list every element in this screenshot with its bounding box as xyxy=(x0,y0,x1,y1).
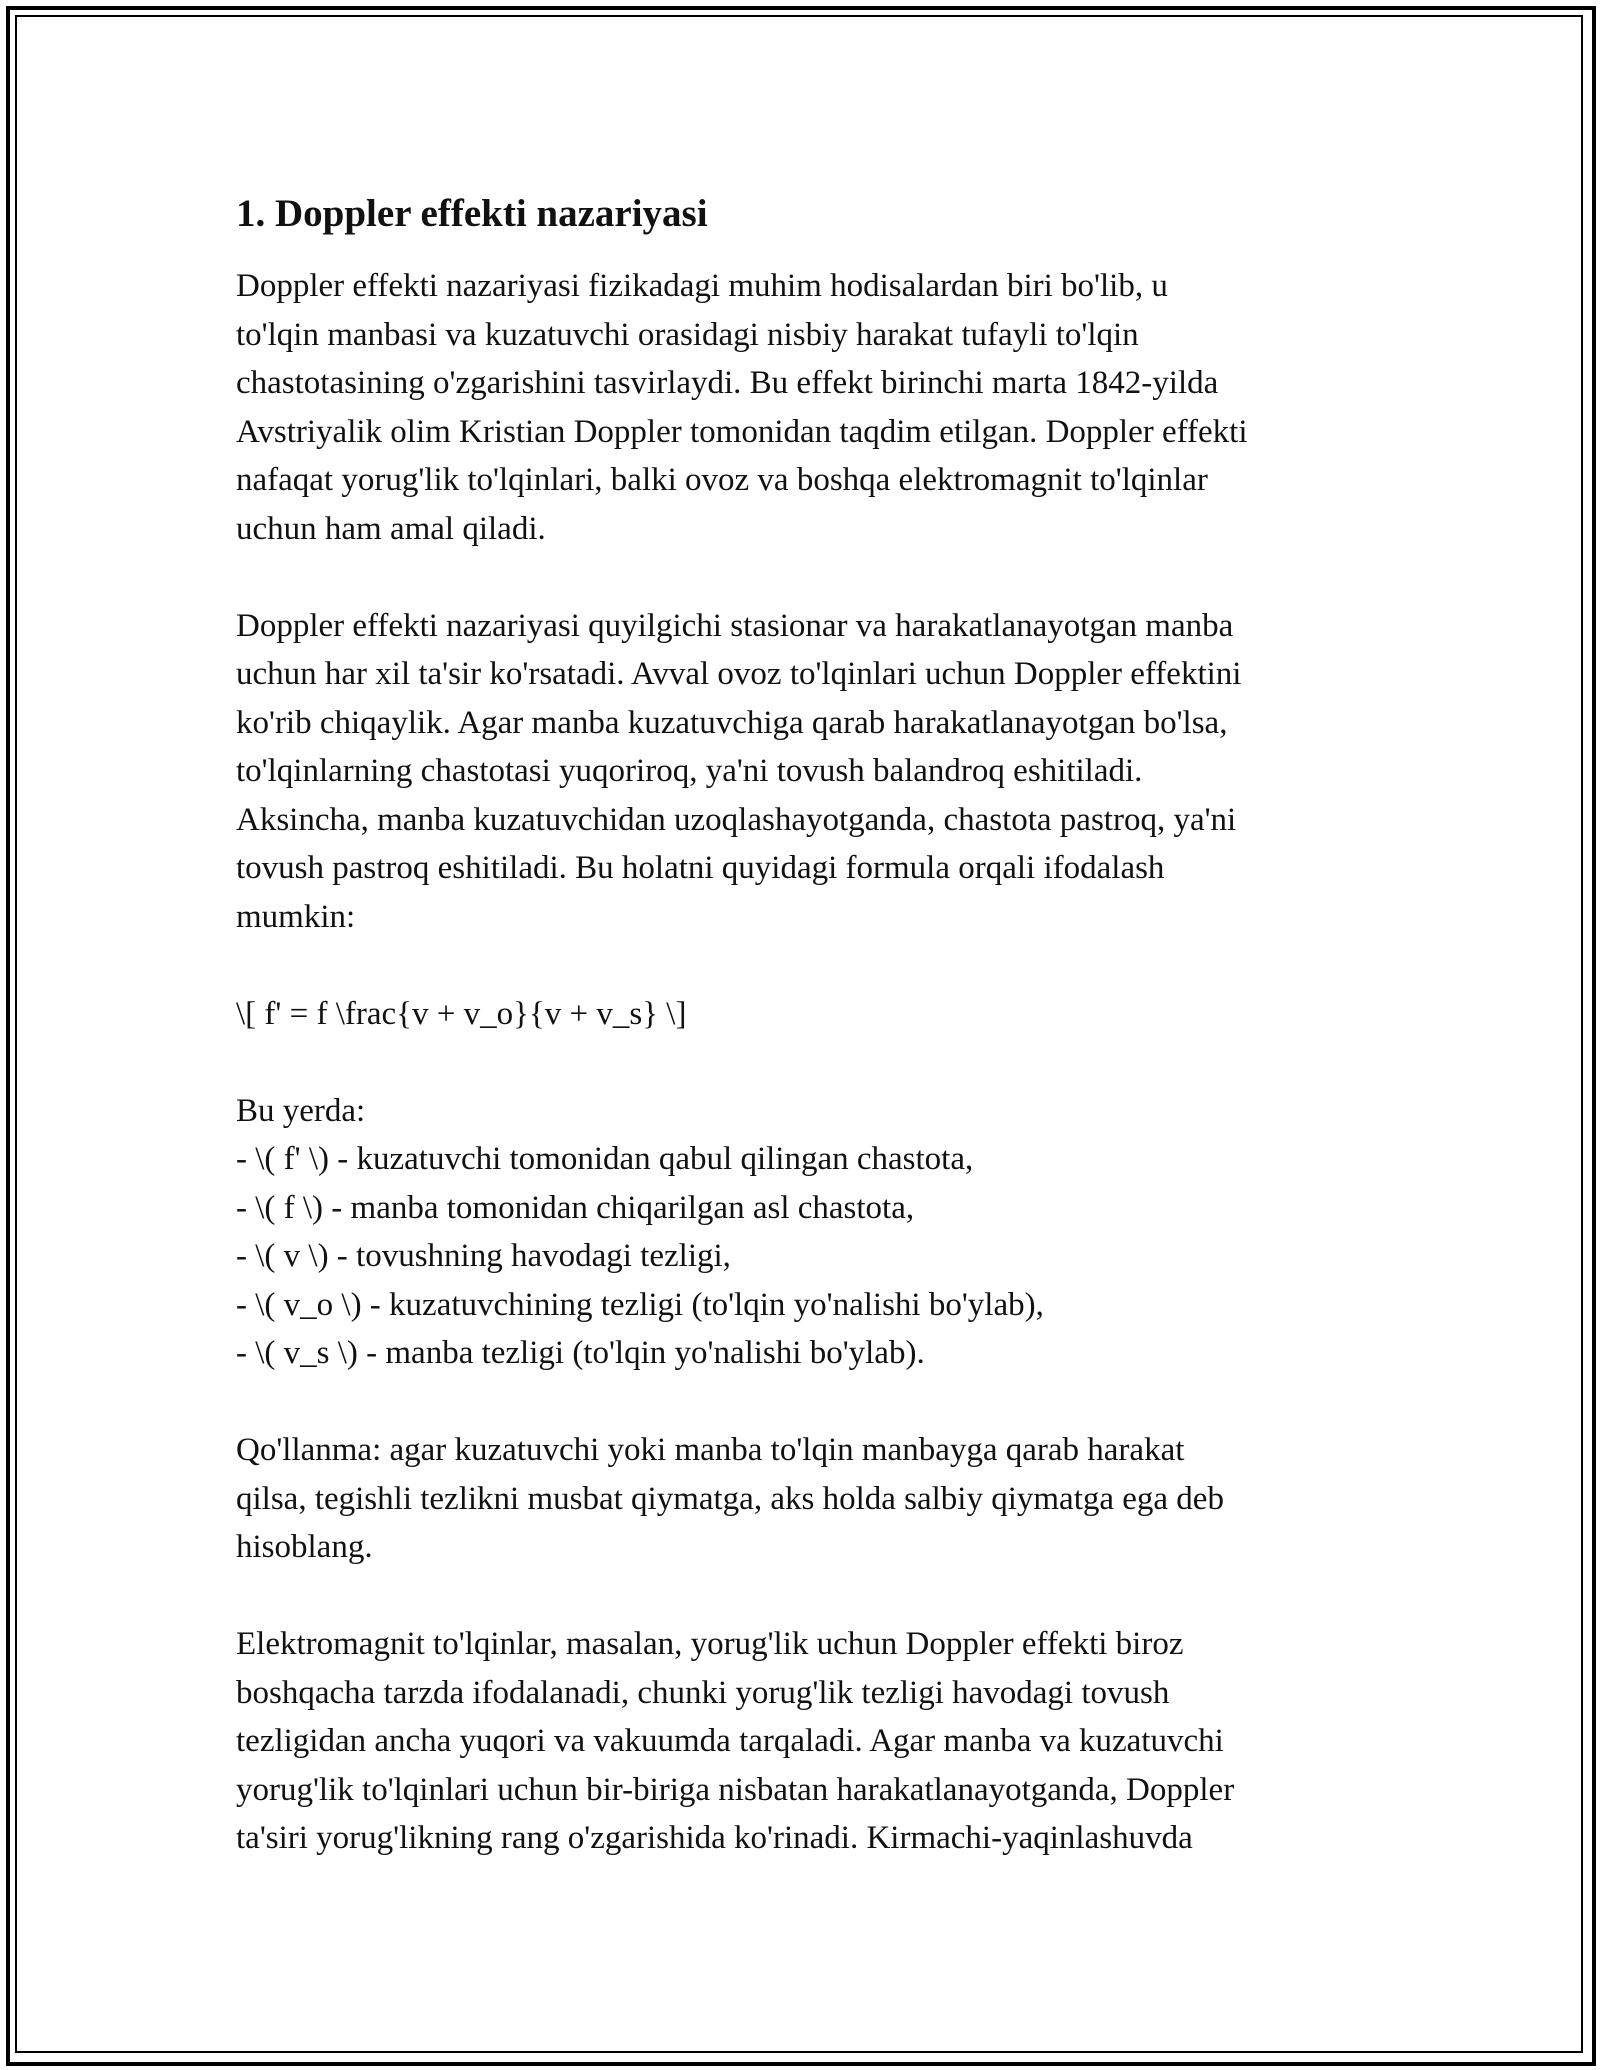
formula-line: \[ f' = f \frac{v + v_o}{v + v_s} \] xyxy=(236,995,687,1032)
variable-definitions: Bu yerda: - \( f' \) - kuzatuvchi tomonidan qabul qilingan chastota, - \( f \) - manba tomonidan chiqarilgan asl chastota, - \( v \) - tovushning havodagi tezligi, - \( v_o \) - kuzatuvchining tezligi (to'lqin yo'nalishi bo'ylab), - \( v_s \) - manba tezligi (to'lqin yo'nalishi bo'ylab). xyxy=(236,1092,1044,1371)
paragraph-guidance: Qo'llanma: agar kuzatuvchi yoki manba to'lqin manbayga qarab harakat qilsa, tegishli tezlikni musbat qiymatga, aks holda salbiy qiymatga ega deb hisoblang. xyxy=(236,1432,1224,1565)
paragraph-spacer xyxy=(236,1038,1376,1087)
paragraph-spacer xyxy=(236,553,1376,602)
section-heading: 1. Doppler effekti nazariyasi xyxy=(236,192,708,235)
paragraph-spacer xyxy=(236,1378,1376,1427)
paragraph-intro: Doppler effekti nazariyasi fizikadagi muhim hodisalardan biri bo'lib, u to'lqin manbasi va kuzatuvchi orasidagi nisbiy harakat tufayli to'lqin chastotasining o'zgarishini tasvirlaydi. Bu effekt birinchi marta 1842-yilda Avstriyalik olim Kristian Doppler tomonidan taqdim etilgan. Doppler effekti nafaqat yorug'lik to'lqinlari, balki ovoz va boshqa elektromagnit to'lqinlar uchun ham amal qiladi. xyxy=(236,268,1248,547)
paragraph-spacer xyxy=(236,941,1376,990)
paragraph-spacer xyxy=(236,1572,1376,1621)
document-body xyxy=(236,188,1376,1863)
paragraph-sound-waves: Doppler effekti nazariyasi quyilgichi stasionar va harakatlanayotgan manba uchun har xil ta'sir ko'rsatadi. Avval ovoz to'lqinlari uchun Doppler effektini ko'rib chiqaylik. Agar manba kuzatuvchiga qarab harakatlanayotgan bo'lsa, to'lqinlarning chastotasi yuqoriroq, ya'ni tovush balandroq eshitiladi. Aksincha, manba kuzatuvchidan uzoqlashayotganda, chastota pastroq, ya'ni tovush pastroq eshitiladi. Bu holatni quyidagi formula orqali ifodalash mumkin: xyxy=(236,607,1242,935)
paragraph-electromagnetic: Elektromagnit to'lqinlar, masalan, yorug'lik uchun Doppler effekti biroz boshqacha tarzda ifodalanadi, chunki yorug'lik tezligi havodagi tovush tezligidan ancha yuqori va vakuumda tarqaladi. Agar manba va kuzatuvchi yorug'lik to'lqinlari uchun bir-biriga nisbatan harakatlanayotganda, Doppler ta'siri yorug'likning rang o'zgarishida ko'rinadi. Kirmachi-yaqinlashuvda xyxy=(236,1626,1235,1856)
